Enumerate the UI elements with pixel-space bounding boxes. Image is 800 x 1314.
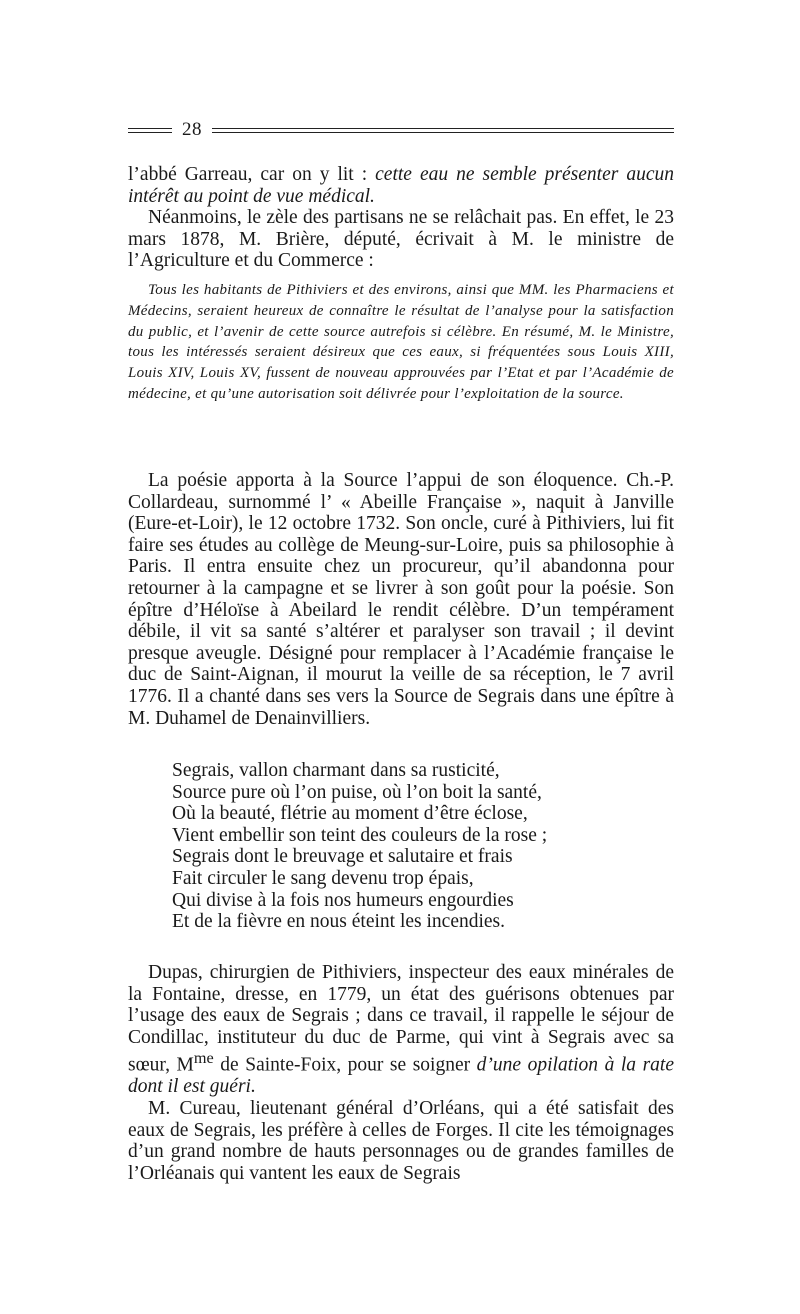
page-header [128, 118, 674, 142]
paragraph-dupas-superscript: me [193, 1049, 214, 1068]
paragraph-continuation [128, 164, 674, 207]
paragraph-continuation-text: l’abbé Garreau, car on y lit : [128, 164, 376, 185]
paragraph-dupas-text-after: de Sainte-Foix, pour se soigner [213, 1054, 477, 1076]
page-number: 28 [182, 119, 202, 140]
verse-line: Segrais, vallon charmant dans sa rusticité, [172, 760, 500, 781]
verse-line: Qui divise à la fois nos humeurs engourdies [172, 889, 514, 911]
verse-line: Et de la fièvre en nous éteint les incendies. [172, 911, 506, 933]
verse-line: Segrais dont le breuvage et salutaire et frais [172, 846, 513, 868]
paragraph-continuation-italic: cette eau ne semble présenter aucun intérêt au point de vue médical. [128, 164, 674, 207]
paragraph-dupas-italic: d’une opilation à la rate dont il est guéri. [128, 1054, 674, 1098]
opening-paragraphs [128, 164, 674, 272]
paragraph-collardeau: La poésie apporta à la Source l’appui de son éloquence. Ch.-P. Collardeau, surnommé l’ « Abeille Française », naquit à Janville (Eure-et-Loir), le 12 octobre 1732. Son oncle, curé à Pithiviers, lui fit faire ses études au collège de Meung-sur-Loire, puis sa philosophie à Paris. Il entra ensuite chez un procureur, qu’il abandonna pour retourner à la campagne et se livrer à son goût pour la poésie. Son épître d’Héloïse à Abeilard le rendit célèbre. D’un tempérament débile, il vit sa santé s’altérer et paralyser son travail ; il devint presque aveugle. Désigné pour remplacer à l’Académie française le duc de Saint-Aignan, il mourut la veille de sa réception, le 7 avril 1776. Il a chanté dans ses vers la Source de Segrais dans une épître à M. Duhamel de Denainvilliers. [128, 470, 674, 729]
paragraph-neanmoins: Néanmoins, le zèle des partisans ne se relâchait pas. En effet, le 23 mars 1878, M. Brière, député, écrivait à M. le ministre de l’Agriculture et du Commerce : [128, 207, 674, 272]
closing-paragraphs [128, 962, 674, 1184]
verse-line: Où la beauté, flétrie au moment d’être éclose, [172, 803, 528, 825]
paragraph-cureau: M. Cureau, lieutenant général d’Orléans, qui a été satisfait des eaux de Segrais, les préfère à celles de Forges. Il cite les témoignages d’un grand nombre de hauts personnages ou de grandes familles de l’Orléanais qui vantent les eaux de Segrais [128, 1098, 674, 1184]
header-rule-right [212, 128, 674, 133]
verse-line: Source pure où l’on puise, où l’on boit la santé, [172, 781, 542, 803]
verse-line: Vient embellir son teint des couleurs de la rose ; [172, 824, 548, 846]
verse-line: Fait circuler le sang devenu trop épais, [172, 867, 474, 889]
paragraph-dupas [128, 962, 674, 1098]
header-rule-left [128, 128, 172, 133]
quoted-letter: Tous les habitants de Pithiviers et des environs, ainsi que MM. les Pharmaciens et Médecins, seraient heureux de connaître le résultat de l’analyse pour la satisfaction du public, et l’avenir de cette source autrefois si célèbre. En résumé, M. le Ministre, tous les intéressés seraient désireux que ces eaux, si fréquentées sous Louis XIII, Louis XIV, Louis XV, fussent de nouveau approuvées par l’Etat et par l’Académie de médecine, et qu’une autorisation soit délivrée pour l’exploitation de la source. [128, 282, 674, 402]
verse-block [172, 760, 547, 933]
paragraph-dupas-text: Dupas, chirurgien de Pithiviers, inspecteur des eaux minérales de la Fontaine, dresse, en 1779, un état des guérisons obtenues par l’usage des eaux de Segrais ; dans ce travail, il rappelle le séjour de Condillac, instituteur du duc de Parme, qui vint à Segrais avec sa sœur, M [128, 962, 674, 1076]
